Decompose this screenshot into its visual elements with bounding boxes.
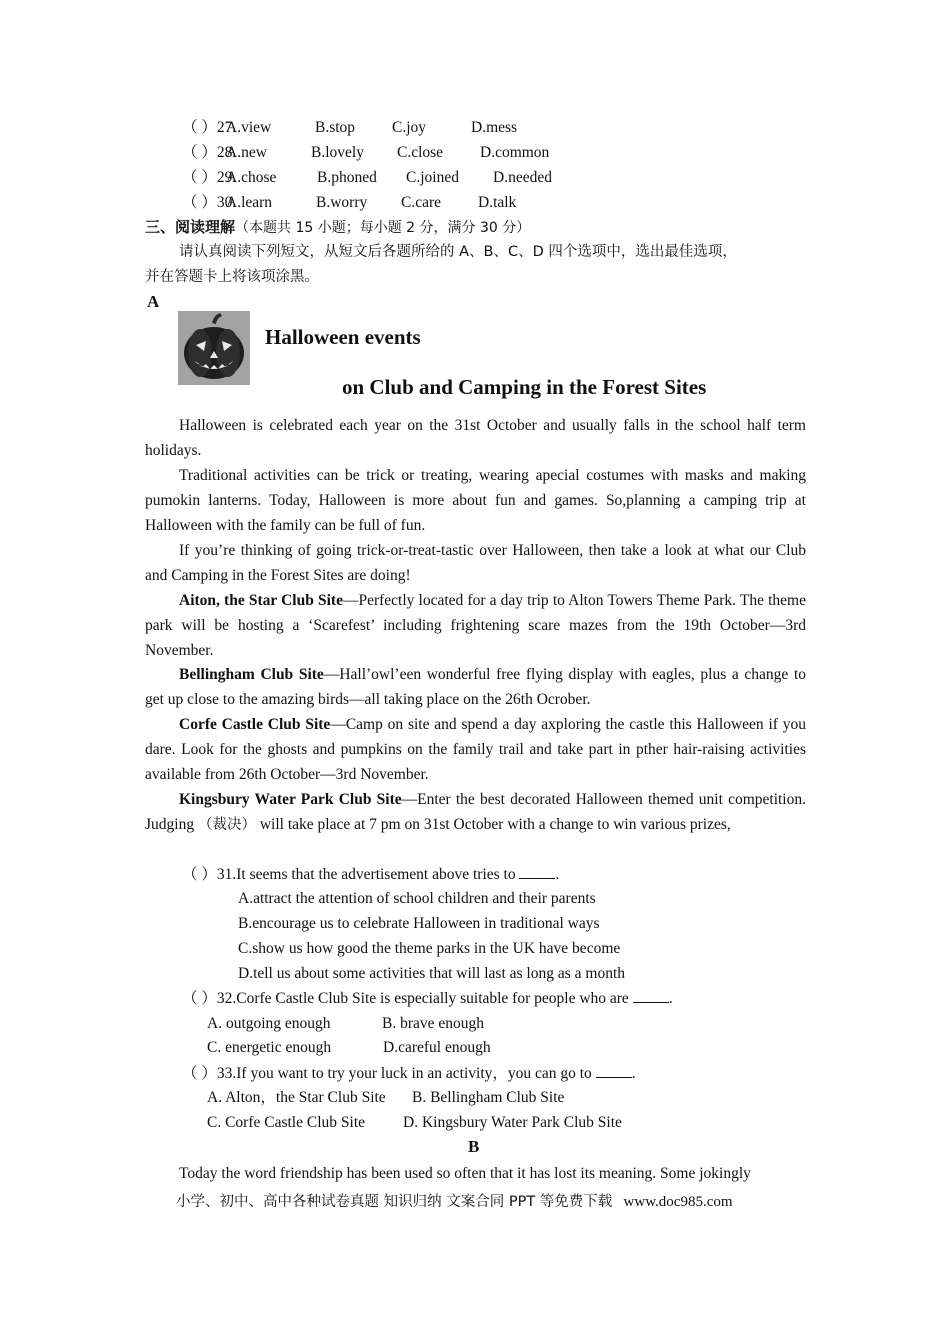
question-32-stem: （ ）32.Corfe Castle Club Site is especially suitable for people who are . (182, 990, 673, 1007)
footer-url[interactable]: www.doc985.com (623, 1194, 733, 1210)
cloze-row-27: （ ）27. A.view B.stop C.joy D.mess (182, 119, 518, 136)
passage-a-subtitle: on Club and Camping in the Forest Sites (342, 375, 707, 399)
instruction-line-2: 并在答题卡上将该项涂黑。 (145, 269, 319, 285)
question-31-option-b: B.encourage us to celebrate Halloween in traditional ways (238, 915, 600, 932)
answer-blank (633, 988, 669, 1003)
question-31-option-c: C.show us how good the theme parks in the UK have become (238, 940, 621, 957)
passage-a-paragraph-corfe: Corfe Castle Club Site—Camp on site and spend a day axploring the castle this Halloween if you dare. Look for the ghosts and pumpkins on the family trail and take part in pther hair-raising activities available from 26th October—3rd November. (145, 716, 806, 783)
cloze-row-29: （ ）29. A.chose B.phoned C.joined D.needed (182, 169, 552, 186)
question-31-option-a: A.attract the attention of school children and their parents (238, 890, 596, 907)
page-footer: 小学、初中、高中各种试卷真题 知识归纳 文案合同 PPT 等免费下载 www.doc985.com (176, 1194, 733, 1210)
passage-b-paragraph-1: Today the word friendship has been used so often that it has lost its meaning. Some jokingly (179, 1165, 751, 1182)
question-33-options-row-1: A. Alton，the Star Club Site B. Bellingham Club Site (207, 1089, 565, 1106)
question-33-stem: （ ）33.If you want to try your luck in an activity，you can go to . (182, 1065, 636, 1082)
jack-o-lantern-icon (178, 311, 250, 385)
cloze-row-30: （ ）30. A.learn B.worry C.care D.talk (182, 194, 517, 211)
answer-blank (519, 864, 555, 879)
instruction-line-1: 请认真阅读下列短文，从短文后各题所给的 A、B、C、D 四个选项中，选出最佳选项， (179, 244, 737, 260)
passage-a-letter: A (147, 292, 160, 311)
passage-a-paragraph-2: Traditional activities can be trick or treating, wearing apecial costumes with masks and making pumokin lanterns. Today, Halloween is more about fun and games. So,planning a camping trip at Halloween with the family can be full of fun. (145, 467, 806, 534)
passage-a-paragraph-kingsbury: Kingsbury Water Park Club Site—Enter the best decorated Halloween themed unit competition. Judging （裁决） will take place at 7 pm on 31st October with a change to win various prizes, (145, 791, 806, 833)
question-32-options-row-1: A. outgoing enough B. brave enough (207, 1015, 485, 1032)
passage-b-letter: B (468, 1137, 480, 1156)
question-33-options-row-2: C. Corfe Castle Club Site D. Kingsbury Water Park Club Site (207, 1114, 622, 1131)
question-31-stem: （ ）31.It seems that the advertisement above tries to . (182, 866, 560, 883)
question-31-option-d: D.tell us about some activities that will last as long as a month (238, 965, 626, 982)
passage-a-paragraph-3: If you’re thinking of going trick-or-treat-tastic over Halloween, then take a look at what our Club and Camping in the Forest Sites are doing! (145, 542, 806, 584)
passage-a-title: Halloween events (265, 325, 421, 349)
passage-a-paragraph-bellingham: Bellingham Club Site—Hall’owl’een wonderful free flying display with eagles, plus a change to get up close to the amazing birds—all taking place on the 26th Ocrober. (145, 666, 806, 708)
answer-blank (596, 1063, 632, 1078)
passage-a-paragraph-1: Halloween is celebrated each year on the 31st October and usually falls in the school half term holidays. (145, 417, 806, 459)
passage-a-paragraph-alton: Aiton, the Star Club Site—Perfectly located for a day trip to Alton Towers Theme Park. The theme park will be hosting a ‘Scarefest’ including frightening scare mazes from the 19th October—3rd November. (145, 592, 806, 659)
section-heading: 三、阅读理解（本题共 15 小题；每小题 2 分，满分 30 分） (145, 218, 531, 236)
question-32-options-row-2: C. energetic enough D.careful enough (207, 1039, 491, 1056)
cloze-row-28: （ ）28. A.new B.lovely C.close D.common (182, 144, 550, 161)
pumpkin-image (178, 311, 250, 385)
